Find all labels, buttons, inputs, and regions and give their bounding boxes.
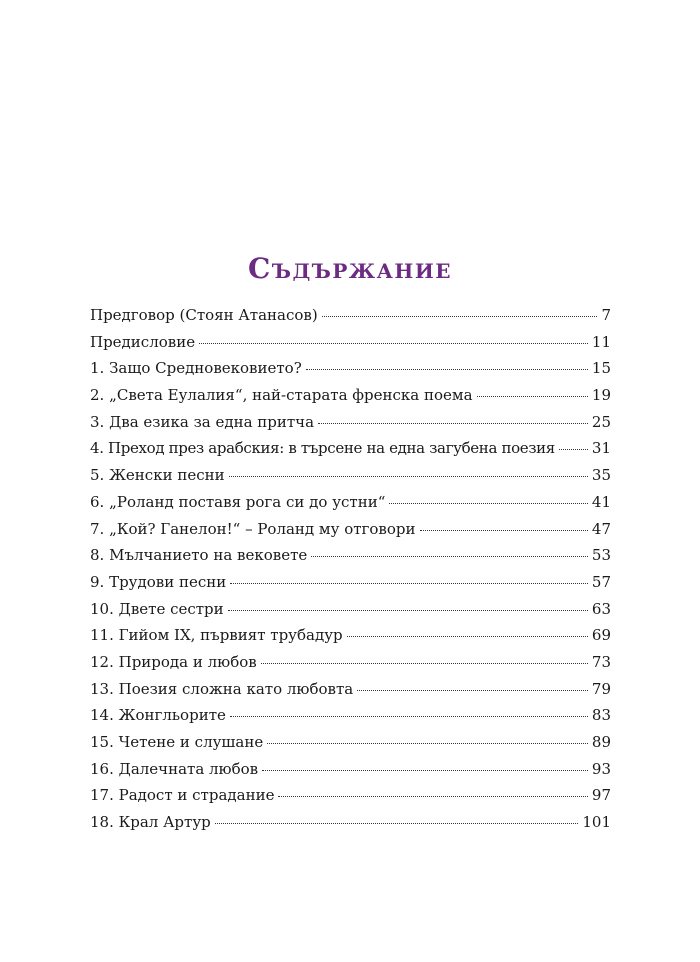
toc-entry[interactable] xyxy=(90,520,611,547)
dot-leader xyxy=(230,716,588,717)
toc-entry[interactable] xyxy=(90,733,611,760)
dot-leader xyxy=(420,530,588,531)
toc-entry-title: Предисловие xyxy=(90,332,196,351)
toc-entry-page: 89 xyxy=(591,733,611,751)
dot-leader xyxy=(306,369,588,370)
dot-leader xyxy=(229,476,588,477)
toc-entry-title: 17. Радост и страдание xyxy=(90,786,275,805)
toc-entry[interactable] xyxy=(90,680,611,707)
toc-entry-page: 101 xyxy=(582,813,611,832)
toc-entry[interactable] xyxy=(90,333,611,360)
toc-entry-title: 16. Далечната любов xyxy=(90,759,259,778)
toc-entry-page: 19 xyxy=(591,386,611,405)
dot-leader xyxy=(322,316,598,317)
dot-leader xyxy=(230,583,588,584)
toc-entry-page: 79 xyxy=(591,679,611,698)
toc-entry[interactable] xyxy=(90,626,611,653)
dot-leader xyxy=(199,343,588,344)
toc-entry[interactable] xyxy=(90,573,611,600)
dot-leader xyxy=(318,423,588,424)
toc-entry[interactable] xyxy=(90,813,611,840)
toc-entry-title: 1. Защо Средновековието? xyxy=(90,359,302,378)
toc-entry-page: 41 xyxy=(591,492,611,511)
page-title: Съдържание xyxy=(248,251,452,285)
toc-entry-title: 12. Природа и любов xyxy=(90,652,257,671)
toc-entry-title: 6. „Роланд поставя рога си до устни“ xyxy=(90,492,386,511)
toc-entry-page: 63 xyxy=(591,599,611,618)
toc-entry-page: 47 xyxy=(591,519,611,538)
toc-entry-page: 11 xyxy=(591,332,611,351)
dot-leader xyxy=(311,556,588,557)
toc-entry-page: 7 xyxy=(601,306,611,324)
dot-leader xyxy=(347,636,588,637)
toc-entry-page: 57 xyxy=(591,572,611,591)
toc-entry-title: 14. Жонгльорите xyxy=(90,706,226,725)
toc-entry[interactable] xyxy=(90,386,611,413)
toc-entry[interactable] xyxy=(90,439,611,466)
dot-leader xyxy=(261,663,588,664)
toc-entry-page: 53 xyxy=(591,546,611,565)
dot-leader xyxy=(278,796,587,797)
toc-entry[interactable] xyxy=(90,306,611,333)
toc-entry-title: 11. Гийом IX, първият трубадур xyxy=(90,626,343,645)
dot-leader xyxy=(389,503,588,504)
dot-leader xyxy=(228,610,588,611)
toc-entry-page: 83 xyxy=(591,706,611,725)
toc-entry-page: 93 xyxy=(591,759,611,778)
toc-entry[interactable] xyxy=(90,546,611,573)
dot-leader xyxy=(262,770,588,771)
toc-entry-page: 35 xyxy=(591,466,611,485)
toc-entry-title: 3. Два езика за една притча xyxy=(90,412,315,431)
toc-entry-page: 15 xyxy=(591,359,611,378)
toc-entry[interactable] xyxy=(90,413,611,440)
toc-entry[interactable] xyxy=(90,359,611,386)
toc-entry[interactable] xyxy=(90,600,611,627)
toc-entry-page: 97 xyxy=(591,786,611,805)
dot-leader xyxy=(477,396,588,397)
table-of-contents xyxy=(90,306,611,840)
dot-leader xyxy=(559,449,588,450)
toc-entry-title: 4. Преход през арабския: в търсене на една загубена поезия xyxy=(90,439,555,458)
toc-entry-title: 9. Трудови песни xyxy=(90,572,227,591)
toc-entry-title: 10. Двете сестри xyxy=(90,599,224,618)
toc-entry[interactable] xyxy=(90,653,611,680)
toc-entry-page: 25 xyxy=(591,412,611,431)
toc-entry-title: 13. Поезия сложна като любовта xyxy=(90,679,354,698)
toc-entry-title: 15. Четене и слушане xyxy=(90,733,264,751)
toc-entry[interactable] xyxy=(90,466,611,493)
toc-entry[interactable] xyxy=(90,786,611,813)
toc-entry-title: 2. „Света Еулалия“, най-старата френска поема xyxy=(90,386,473,405)
toc-entry-title: 8. Мълчанието на вековете xyxy=(90,546,308,565)
dot-leader xyxy=(215,823,579,824)
toc-entry-page: 73 xyxy=(591,652,611,671)
toc-entry[interactable] xyxy=(90,706,611,733)
toc-entry-page: 31 xyxy=(591,439,611,458)
toc-entry-title: Предговор (Стоян Атанасов) xyxy=(90,306,318,324)
dot-leader xyxy=(357,690,588,691)
toc-entry[interactable] xyxy=(90,760,611,787)
toc-entry-title: 7. „Кой? Ганелон!“ – Роланд му отговори xyxy=(90,519,416,538)
toc-entry-title: 5. Женски песни xyxy=(90,466,225,485)
toc-entry-title: 18. Крал Артур xyxy=(90,813,211,832)
toc-entry[interactable] xyxy=(90,493,611,520)
toc-entry-page: 69 xyxy=(591,626,611,645)
dot-leader xyxy=(267,743,588,744)
